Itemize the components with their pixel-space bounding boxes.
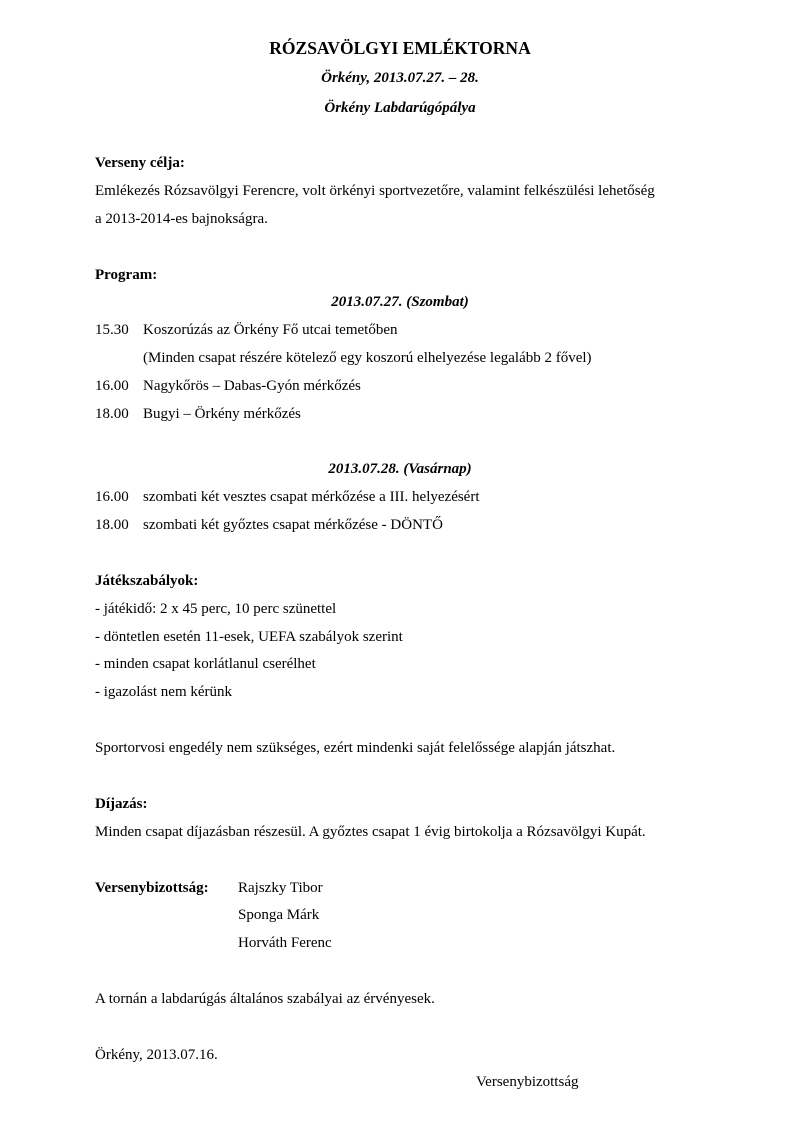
- medical-note: Sportorvosi engedély nem szükséges, ezért mindenki saját felelőssége alapján játszhat.: [95, 740, 616, 756]
- schedule-event-note: (Minden csapat részére kötelező egy koszorú elhelyezése legalább 2 fővel): [143, 350, 592, 366]
- committee-member: Rajszky Tibor: [238, 880, 323, 896]
- day1-title: 2013.07.27. (Szombat): [331, 294, 469, 310]
- general-rules-note: A tornán a labdarúgás általános szabályai az érvényesek.: [95, 991, 435, 1007]
- schedule-event: Koszorúzás az Örkény Fő utcai temetőben: [143, 322, 398, 338]
- place-date: Örkény, 2013.07.16.: [95, 1047, 218, 1063]
- committee-member: Sponga Márk: [238, 907, 320, 923]
- schedule-event: szombati két vesztes csapat mérkőzése a III. helyezésért: [143, 489, 480, 505]
- schedule-time: 16.00: [95, 378, 129, 394]
- rule-item: - játékidő: 2 x 45 perc, 10 perc szünettel: [95, 601, 337, 617]
- document-title: RÓZSAVÖLGYI EMLÉKTORNA: [269, 38, 531, 58]
- program-heading: Program:: [95, 267, 158, 283]
- date-place-subtitle: Örkény, 2013.07.27. – 28.: [321, 70, 479, 86]
- goal-text-line-2: a 2013-2014-es bajnokságra.: [95, 211, 268, 227]
- awards-text: Minden csapat díjazásban részesül. A győztes csapat 1 évig birtokolja a Rózsavölgyi Kupát.: [95, 824, 646, 840]
- committee-member: Horváth Ferenc: [238, 935, 332, 951]
- awards-heading: Díjazás:: [95, 796, 148, 812]
- rule-item: - minden csapat korlátlanul cserélhet: [95, 656, 316, 672]
- venue-subtitle: Örkény Labdarúgópálya: [324, 100, 476, 116]
- schedule-event: Bugyi – Örkény mérkőzés: [143, 406, 301, 422]
- schedule-time: 16.00: [95, 489, 129, 505]
- goal-heading: Verseny célja:: [95, 155, 185, 171]
- schedule-time: 18.00: [95, 517, 129, 533]
- schedule-event: szombati két győztes csapat mérkőzése - DÖNTŐ: [143, 517, 443, 533]
- rule-item: - döntetlen esetén 11-esek, UEFA szabályok szerint: [95, 629, 403, 645]
- day2-title: 2013.07.28. (Vasárnap): [328, 461, 472, 477]
- rule-item: - igazolást nem kérünk: [95, 684, 233, 700]
- rules-heading: Játékszabályok:: [95, 573, 199, 589]
- schedule-time: 18.00: [95, 406, 129, 422]
- signature: Versenybizottság: [476, 1074, 579, 1090]
- committee-label: Versenybizottság:: [95, 880, 209, 896]
- goal-text-line-1: Emlékezés Rózsavölgyi Ferencre, volt örkényi sportvezetőre, valamint felkészülési lehetőség: [95, 183, 655, 199]
- schedule-time: 15.30: [95, 322, 129, 338]
- schedule-event: Nagykőrös – Dabas-Gyón mérkőzés: [143, 378, 361, 394]
